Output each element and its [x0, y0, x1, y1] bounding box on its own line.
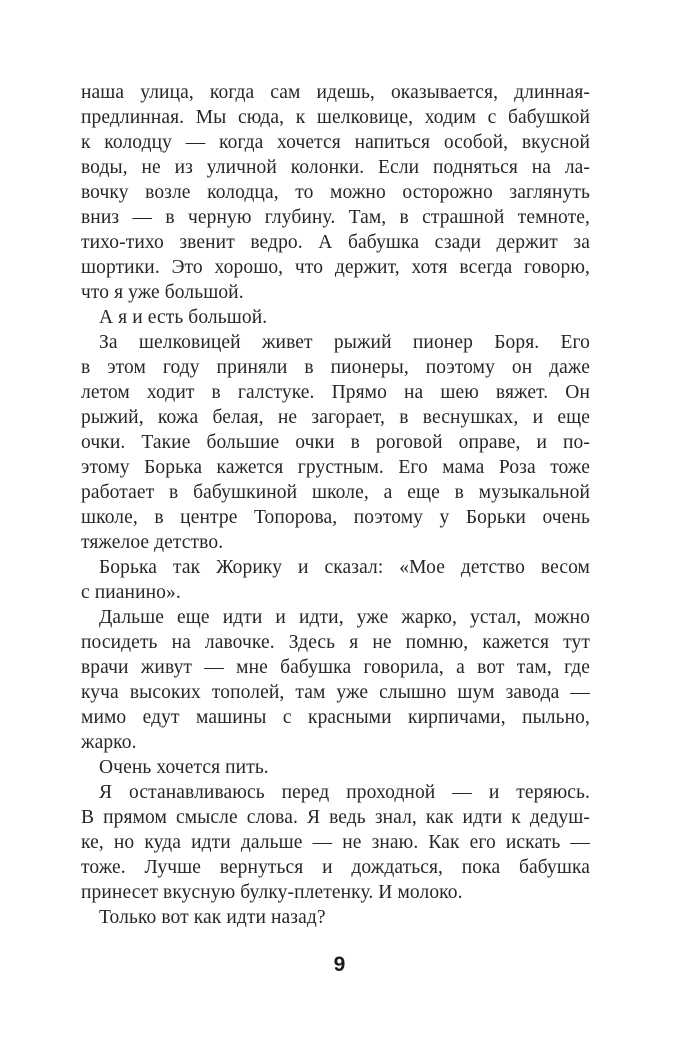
text-line: Очень хочется пить. — [99, 757, 269, 778]
text-line: наша улица, когда сам идешь, оказывается, длинная- — [81, 82, 590, 103]
text-line: работает в бабушкиной школе, а еще в музыкальной — [81, 482, 590, 503]
text-line: Я останавливаюсь перед проходной — и теряюсь. — [99, 782, 590, 803]
text-line: посидеть на лавочке. Здесь я не помню, кажется тут — [81, 632, 590, 653]
paragraph — [81, 305, 590, 330]
text-line: вниз — в черную глубину. Там, в страшной темноте, — [81, 207, 590, 228]
page-number: 9 — [333, 953, 346, 976]
text-line: тоже. Лучше вернуться и дождаться, пока бабушка — [81, 857, 590, 878]
text-line: в этом году приняли в пионеры, поэтому он даже — [81, 357, 590, 378]
text-line: школе, в центре Топорова, поэтому у Борьки очень — [81, 507, 590, 528]
text-line: с пианино». — [81, 582, 181, 603]
text-line: куча высоких тополей, там уже слышно шум завода — — [81, 682, 590, 703]
paragraph — [81, 755, 590, 780]
page-text — [81, 80, 590, 930]
text-line: вочку возле колодца, то можно осторожно заглянуть — [81, 182, 590, 203]
text-line: Дальше еще идти и идти, уже жарко, устал, можно — [99, 607, 590, 628]
text-line: к колодцу — когда хочется напиться особой, вкусной — [81, 132, 590, 153]
text-line: тяжелое детство. — [81, 532, 224, 553]
paragraph — [81, 555, 590, 605]
text-line: мимо едут машины с красными кирпичами, пыльно, — [81, 707, 590, 728]
text-line: тихо-тихо звенит ведро. А бабушка сзади держит за — [81, 232, 590, 253]
text-line: предлинная. Мы сюда, к шелковице, ходим с бабушкой — [81, 107, 590, 128]
paragraph — [81, 330, 590, 555]
text-line: этому Борька кажется грустным. Его мама Роза тоже — [81, 457, 590, 478]
text-line: летом ходит в галстуке. Прямо на шею вяжет. Он — [81, 382, 590, 403]
paragraph — [81, 905, 590, 930]
paragraph — [81, 605, 590, 755]
text-line: жарко. — [81, 732, 137, 753]
text-line: За шелковицей живет рыжий пионер Боря. Его — [99, 332, 590, 353]
text-line: что я уже большой. — [81, 282, 244, 303]
paragraph — [81, 80, 590, 305]
text-line: принесет вкусную булку-плетенку. И молоко. — [81, 882, 463, 903]
text-line: Только вот как идти назад? — [99, 907, 326, 928]
text-line: очки. Такие большие очки в роговой оправе, и по- — [81, 432, 590, 453]
text-line: шортики. Это хорошо, что держит, хотя всегда говорю, — [81, 257, 590, 278]
text-line: врачи живут — мне бабушка говорила, а вот там, где — [81, 657, 590, 678]
text-line: А я и есть большой. — [99, 307, 268, 328]
text-line: Борька так Жорику и сказал: «Мое детство весом — [99, 557, 590, 578]
paragraph — [81, 780, 590, 905]
text-line: воды, не из уличной колонки. Если подняться на ла- — [81, 157, 590, 178]
text-line: ке, но куда идти дальше — не знаю. Как его искать — — [81, 832, 590, 853]
text-line: рыжий, кожа белая, не загорает, в веснушках, и еще — [81, 407, 590, 428]
text-line: В прямом смысле слова. Я ведь знал, как идти к дедуш- — [81, 807, 590, 828]
